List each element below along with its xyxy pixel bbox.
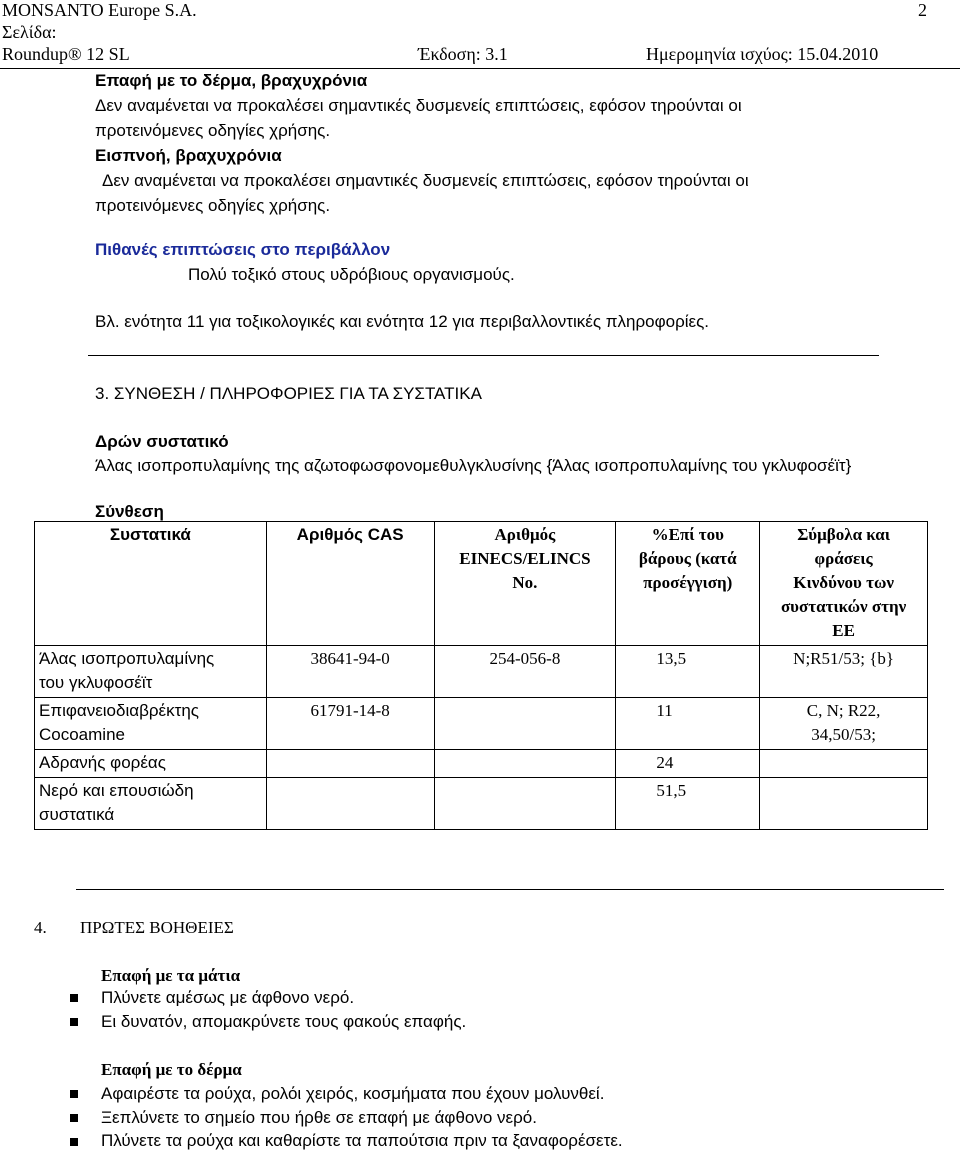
page-label: Σελίδα: [2,22,57,42]
eye-contact-heading: Επαφή με τα μάτια [101,966,241,985]
skin-short-text-2: προτεινόμενες οδηγίες χρήσης. [95,121,331,140]
ingredient-cell: Αδρανής φορέας [35,750,267,778]
section4-title: ΠΡΩΤΕΣ ΒΟΗΘΕΙΕΣ [80,918,234,937]
valid-date: Ημερομηνία ισχύος: 15.04.2010 [646,44,879,64]
header-ingredient: Συστατικά [35,522,267,646]
table-row [35,750,928,778]
cas-cell: 38641-94-0 [266,646,434,698]
skin-item: Ξεπλύνετε το σημείο που ήρθε σε επαφή με άφθονο νερό. [101,1108,537,1127]
percent-cell: 13,5 [616,646,760,698]
percent-cell: 51,5 [616,778,760,830]
inhalation-text-2: προτεινόμενες οδηγίες χρήσης. [95,196,331,215]
ingredient-cell: Άλας ισοπροπυλαμίνης του γκλυφοσέϊτ [35,646,267,698]
bullet-icon [70,1114,78,1122]
bullet-icon [70,1090,78,1098]
skin-item: Αφαιρέστε τα ρούχα, ρολόι χειρός, κοσμήματα που έχουν μολυνθεί. [101,1084,605,1103]
table-header-row [35,522,928,646]
header-cas: Αριθμός CAS [266,522,434,646]
skin-short-heading: Επαφή με το δέρμα, βραχυχρόνια [95,71,368,90]
skin-item: Πλύνετε τα ρούχα και καθαρίστε τα παπούτσια πριν τα ξαναφορέσετε. [101,1131,623,1150]
table-row [35,698,928,750]
bullet-icon [70,994,78,1002]
inhalation-text-1: Δεν αναμένεται να προκαλέσει σημαντικές δυσμενείς επιπτώσεις, εφόσον τηρούνται οι [102,171,749,190]
composition-heading: Σύνθεση [95,502,164,521]
percent-cell: 11 [616,698,760,750]
section3-title: 3. ΣΥΝΘΕΣΗ / ΠΛΗΡΟΦΟΡΙΕΣ ΓΙΑ ΤΑ ΣΥΣΤΑΤΙΚΑ [95,384,482,403]
percent-cell: 24 [616,750,760,778]
section-divider-2 [76,889,944,890]
header-einecs: Αριθμός EINECS/ELINCS No. [434,522,616,646]
hazard-cell: C, N; R22, 34,50/53; [760,698,928,750]
active-ingredient-heading: Δρών συστατικό [95,432,229,451]
ingredient-cell: Νερό και επουσιώδη συστατικά [35,778,267,830]
environment-text: Πολύ τοξικό στους υδρόβιους οργανισμούς. [188,265,515,284]
ingredient-cell: Επιφανειοδιαβρέκτης Cocoamine [35,698,267,750]
table-row [35,778,928,830]
eye-item: Πλύνετε αμέσως με άφθονο νερό. [101,988,355,1007]
header-rule [0,68,960,69]
section4-number: 4. [34,918,47,937]
edition: Έκδοση: 3.1 [418,44,508,64]
bullet-icon [70,1138,78,1146]
header-hazard-symbols: Σύμβολα και φράσεις Κινδύνου των συστατικών στην ΕΕ [760,522,928,646]
hazard-cell [760,750,928,778]
cas-cell: 61791-14-8 [266,698,434,750]
bullet-icon [70,1018,78,1026]
hazard-cell [760,778,928,830]
cas-cell [266,750,434,778]
einecs-cell [434,698,616,750]
einecs-cell [434,778,616,830]
environment-heading: Πιθανές επιπτώσεις στο περιβάλλον [95,240,391,259]
product-name: Roundup® 12 SL [2,44,130,64]
skin-short-text-1: Δεν αναμένεται να προκαλέσει σημαντικές δυσμενείς επιπτώσεις, εφόσον τηρούνται οι [95,96,742,115]
eye-item: Ει δυνατόν, απομακρύνετε τους φακούς επαφής. [101,1012,467,1031]
header-weight-percent: %Επί του βάρους (κατά προσέγγιση) [616,522,760,646]
inhalation-heading: Εισπνοή, βραχυχρόνια [95,146,282,165]
section-divider-1 [88,355,879,356]
table-row [35,646,928,698]
einecs-cell [434,750,616,778]
hazard-cell: N;R51/53; {b} [760,646,928,698]
active-ingredient-text: Άλας ισοπροπυλαμίνης της αζωτοφωσφονομεθυλγκλυσίνης {Άλας ισοπροπυλαμίνης του γκλυφοσέϊτ} [95,456,852,475]
page-number: 2 [918,0,927,20]
cas-cell [266,778,434,830]
einecs-cell: 254-056-8 [434,646,616,698]
see-sections-note: Βλ. ενότητα 11 για τοξικολογικές και ενότητα 12 για περιβαλλοντικές πληροφορίες. [95,312,710,331]
skin-contact-heading: Επαφή με το δέρμα [101,1060,242,1079]
composition-table [34,521,928,830]
company-name: MONSANTO Europe S.A. [2,0,197,20]
